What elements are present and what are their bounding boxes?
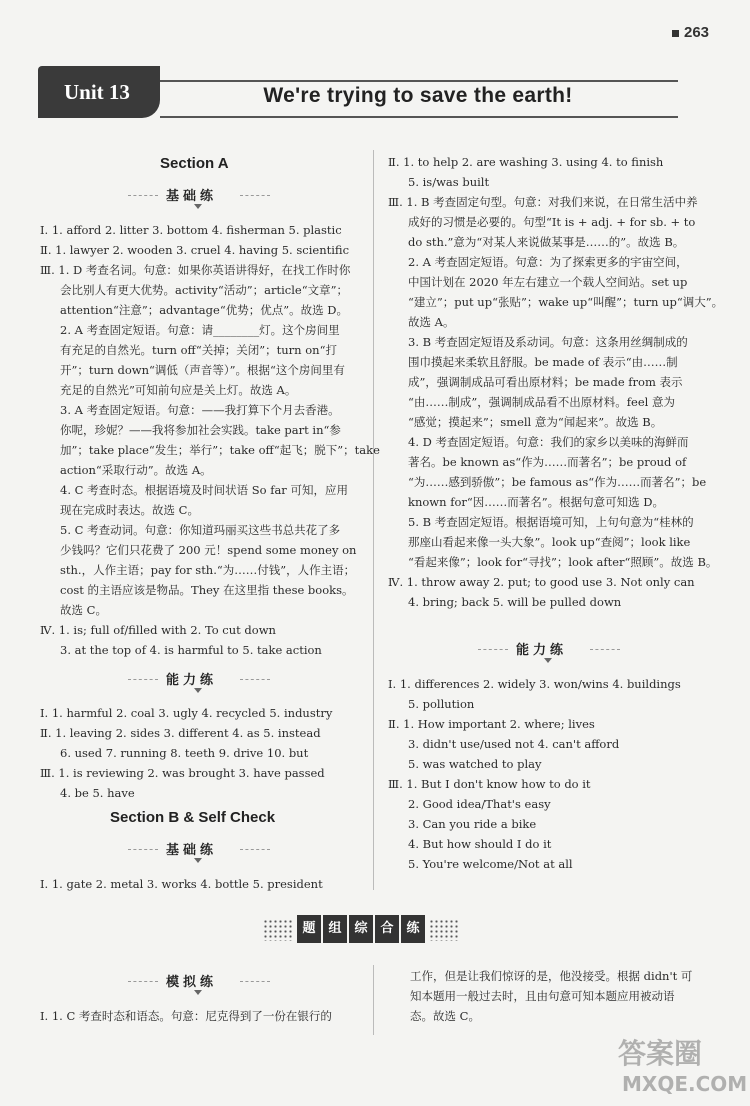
- answer-line: 4. But how should I do it: [408, 837, 552, 851]
- answer-line: “为……感到骄傲”；be famous as“作为……而著名”；be: [408, 475, 707, 489]
- answer-line: 知本题用一般过去时，且由句意可知本题应用被动语: [410, 989, 675, 1003]
- answer-line: 6. used 7. running 8. teeth 9. drive 10. but: [60, 746, 309, 760]
- band-char: 题: [297, 915, 321, 943]
- section-b-nengli-answers: [388, 674, 723, 874]
- column-divider-bottom: [373, 965, 374, 1035]
- answer-line: Ⅱ. 1. lawyer 2. wooden 3. cruel 4. having 5. scientific: [40, 243, 350, 257]
- answer-line: 少钱吗？它们只花费了 200 元！spend some money on: [60, 543, 357, 557]
- answer-line: 中国计划在 2020 年左右建立一个载人空间站。set up: [408, 275, 688, 289]
- answer-line: 2. Good idea/That's easy: [408, 797, 551, 811]
- answer-line: sth.，人作主语；pay for sth.“为……付钱”，人作主语；: [60, 563, 356, 577]
- band-char: 综: [349, 915, 373, 943]
- nengli-label: 能力练: [516, 643, 568, 658]
- answer-line: Ⅲ. 1. B 考查固定句型。句意：对我们来说，在日常生活中养: [388, 195, 698, 209]
- answer-line: 3. at the top of 4. is harmful to 5. take action: [60, 643, 322, 657]
- moni-label: 模拟练: [166, 975, 218, 990]
- band-char: 练: [401, 915, 425, 943]
- answer-line: 著名。be known as“作为……而著名”；be proud of: [408, 455, 687, 469]
- answer-line: Ⅲ. 1. But I don't know how to do it: [388, 777, 591, 791]
- answer-line: do sth.”意为“对某人来说做某事是……的”。故选 B。: [408, 235, 685, 249]
- unit-title-rule-bottom: [160, 116, 678, 118]
- dot-pattern-icon: [263, 919, 293, 941]
- answer-line: 4. D 考查固定短语。句意：我们的家乡以美味的海鲜而: [408, 435, 689, 449]
- answer-line: Ⅳ. 1. throw away 2. put; to good use 3. Not only can: [388, 575, 695, 589]
- answer-line: attention“注意”；advantage“优势；优点”。故选 D。: [60, 303, 348, 317]
- answer-line: “建立”；put up“张贴”；wake up“叫醒”；turn up“调大”。: [408, 295, 724, 309]
- answer-line: 5. is/was built: [408, 175, 490, 189]
- section-b-jichu-answers-right: [388, 152, 723, 612]
- answer-line: 2. A 考查固定短语。句意：请________灯。这个房间里: [60, 323, 340, 337]
- answer-line: 3. B 考查固定短语及系动词。句意：这条用丝绸制成的: [408, 335, 688, 349]
- answer-line: 5. pollution: [408, 697, 475, 711]
- answer-line: 3. A 考查固定短语。句意：——我打算下个月去香港。: [60, 403, 340, 417]
- section-a-nengli-answers: [40, 703, 365, 803]
- section-b-title: Section B & Self Check: [110, 809, 276, 826]
- answer-line: 会比别人有更大优势。activity“活动”；article“文章”；: [60, 283, 348, 297]
- column-divider: [373, 150, 374, 890]
- answer-line: 有充足的自然光。turn off“关掉；关闭”；turn on“打: [60, 343, 337, 357]
- answer-line: 4. C 考查时态。根据语境及时间状语 So far 可知，应用: [60, 483, 348, 497]
- answer-line: 故选 A。: [408, 315, 455, 329]
- answer-line: Ⅰ. 1. gate 2. metal 3. works 4. bottle 5. president: [40, 877, 323, 891]
- answer-line: “感觉；摸起来”；smell 意为“闻起来”。故选 B。: [408, 415, 663, 429]
- answer-line: Ⅲ. 1. is reviewing 2. was brought 3. have passed: [40, 766, 325, 780]
- comprehensive-practice-band: [263, 915, 453, 945]
- answer-line: known for“因……而著名”。根据句意可知选 D。: [408, 495, 665, 509]
- dot-pattern-icon: [429, 919, 459, 941]
- heading-arrow-icon: [194, 990, 202, 995]
- jichu-heading-a: [128, 184, 268, 208]
- jichu-label: 基础练: [166, 843, 218, 858]
- unit-label-tab: [38, 66, 160, 118]
- answer-line: Ⅱ. 1. How important 2. where; lives: [388, 717, 595, 731]
- nengli-label: 能力练: [166, 673, 218, 688]
- answer-line: 加”；take place“发生；举行”；take off“起飞；脱下”；take: [60, 443, 380, 457]
- answer-line: action“采取行动”。故选 A。: [60, 463, 212, 477]
- nengli-heading-a: [128, 668, 268, 692]
- unit-title: We're trying to save the earth!: [263, 84, 573, 107]
- answer-line: 3. didn't use/used not 4. can't afford: [408, 737, 620, 751]
- answer-line: “看起来像”；look for“寻找”；look after“照顾”。故选 B。: [408, 555, 718, 569]
- answer-line: cost 的主语应该是物品。They 在这里指 these books。: [60, 583, 354, 597]
- answer-line: 5. C 考查动词。句意：你知道玛丽买这些书总共花了多: [60, 523, 341, 537]
- heading-arrow-icon: [194, 204, 202, 209]
- answer-line: Ⅰ. 1. harmful 2. coal 3. ugly 4. recycled 5. industry: [40, 706, 333, 720]
- unit-label: Unit 13: [64, 80, 130, 104]
- answer-line: 开”；turn down“调低（声音等）”。根据“这个房间里有: [60, 363, 345, 377]
- answer-line: Ⅳ. 1. is; full of/filled with 2. To cut down: [40, 623, 276, 637]
- answer-line: Ⅱ. 1. leaving 2. sides 3. different 4. as 5. instead: [40, 726, 321, 740]
- answer-line: Ⅰ. 1. afford 2. litter 3. bottom 4. fisherman 5. plastic: [40, 223, 342, 237]
- answer-line: Ⅱ. 1. to help 2. are washing 3. using 4. to finish: [388, 155, 664, 169]
- section-b-jichu-answers-left: [40, 874, 365, 894]
- answer-line: Ⅲ. 1. D 考查名词。句意：如果你英语讲得好，在找工作时你: [40, 263, 351, 277]
- answer-line: 5. B 考查固定短语。根据语境可知，上句句意为“桂林的: [408, 515, 694, 529]
- section-a-title: Section A: [160, 155, 229, 172]
- answer-line: 5. was watched to play: [408, 757, 542, 771]
- unit-title-rule-top: [160, 80, 678, 82]
- answer-line: 那座山看起来像一头大象”。look up“查阅”；look like: [408, 535, 691, 549]
- moni-heading: [128, 970, 268, 994]
- answer-line: 态。故选 C。: [410, 1009, 480, 1023]
- moni-answers-left: [40, 1006, 365, 1026]
- answer-line: 成”，强调制成品可看出原材料；be made from 表示: [408, 375, 683, 389]
- moni-answers-right: [410, 966, 730, 1026]
- answer-line: 5. You're welcome/Not at all: [408, 857, 573, 871]
- heading-arrow-icon: [194, 858, 202, 863]
- answer-line: “由……制成”，强调制成品看不出原材料。feel 意为: [408, 395, 675, 409]
- heading-arrow-icon: [194, 688, 202, 693]
- answer-line: 成好的习惯是必要的。句型“It is + adj. + for sb. + to: [408, 215, 696, 229]
- answer-line: 现在完成时表达。故选 C。: [60, 503, 199, 517]
- heading-arrow-icon: [544, 658, 552, 663]
- answer-line: 你呢，珍妮？——我将参加社会实践。take part in“参: [60, 423, 341, 437]
- jichu-label: 基础练: [166, 189, 218, 204]
- answer-line: Ⅰ. 1. C 考查时态和语态。句意：尼克得到了一份在银行的: [40, 1009, 332, 1023]
- answer-line: Ⅰ. 1. differences 2. widely 3. won/wins 4. buildings: [388, 677, 681, 691]
- answer-line: 工作，但是让我们惊讶的是，他没接受。根据 didn't 可: [410, 969, 693, 983]
- answer-line: 4. bring; back 5. will be pulled down: [408, 595, 622, 609]
- jichu-heading-b: [128, 838, 268, 862]
- answer-line: 2. A 考查固定短语。句意：为了探索更多的宇宙空间，: [408, 255, 688, 269]
- answer-line: 故选 C。: [60, 603, 107, 617]
- watermark-url: MXQE.COM: [622, 1072, 748, 1096]
- page-number-marker: [672, 30, 679, 37]
- nengli-heading-b: [478, 638, 618, 662]
- section-a-jichu-answers: [40, 220, 380, 660]
- answer-line: 4. be 5. have: [60, 786, 135, 800]
- answer-line: 围巾摸起来柔软且舒服。be made of 表示“由……制: [408, 355, 678, 369]
- answer-line: 充足的自然光”可知前句应是关上灯。故选 A。: [60, 383, 297, 397]
- watermark-logo: 答案圈: [618, 1037, 703, 1070]
- band-char: 组: [323, 915, 347, 943]
- band-char: 合: [375, 915, 399, 943]
- answer-line: 3. Can you ride a bike: [408, 817, 537, 831]
- page-number: 263: [684, 24, 710, 41]
